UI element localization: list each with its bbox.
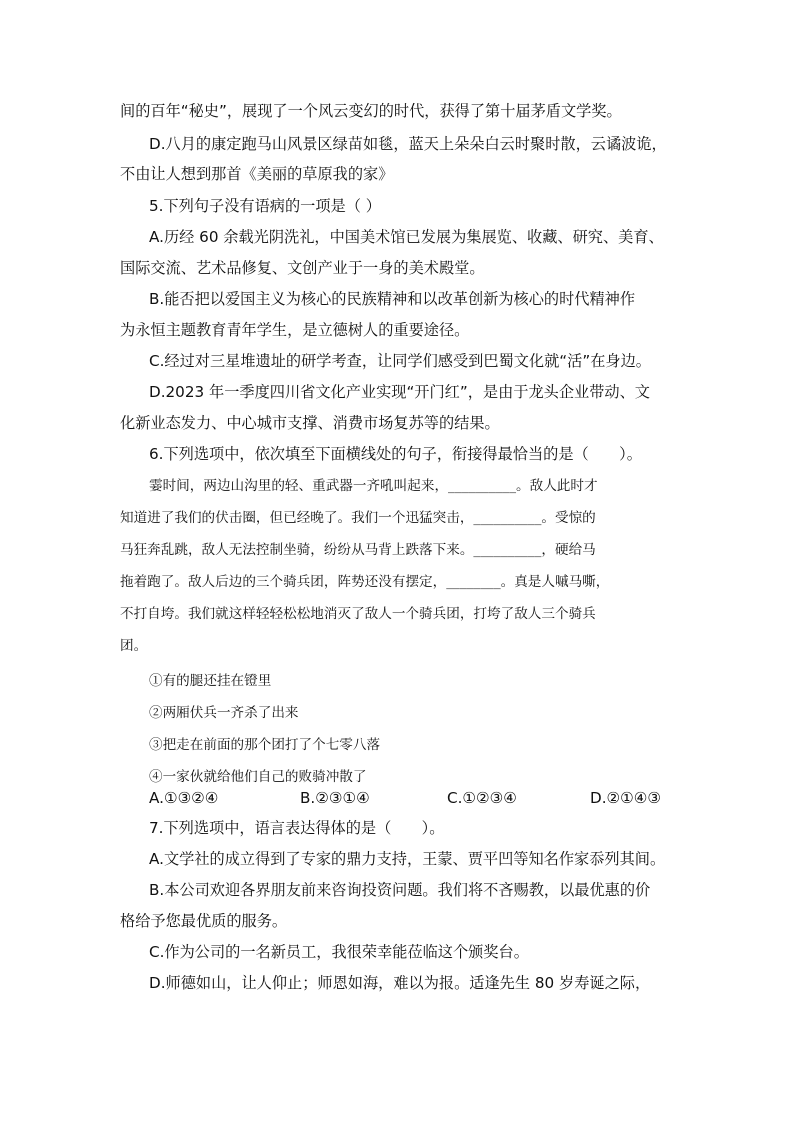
text-line: 国际交流、艺术品修复、文创产业于一身的美术殿堂。 <box>120 259 485 277</box>
question-7-stem: 7.下列选项中，语言表达得体的是（ ）。 <box>149 819 445 837</box>
text-line: 不由让人想到那首《美丽的草原我的家》 <box>120 165 394 183</box>
sentence-item: ①有的腿还挂在镫里 <box>149 673 272 689</box>
option-d-line: D.八月的康定跑马山风景区绿苗如毯，蓝天上朵朵白云时聚时散，云谲波诡， <box>149 135 667 153</box>
text-line: 为永恒主题教育青年学生，是立德树人的重要途径。 <box>120 321 470 339</box>
question-7-option-c: C.作为公司的一名新员工，我很荣幸能莅临这个颁奖台。 <box>149 943 529 961</box>
question-5-option-c: C.经过对三星堆遗址的研学考查，让同学们感受到巴蜀文化就“活”在身边。 <box>149 352 651 370</box>
question-6-stem: 6.下列选项中，依次填至下面横线处的句子，衔接得最恰当的是（ ）。 <box>149 445 642 463</box>
passage-line: 拖着跑了。敌人后边的三个骑兵团，阵势还没有摆定，________。真是人嘁马嘶， <box>120 574 610 590</box>
choice-c: C.①②③④ <box>447 789 517 807</box>
question-7-option-a: A.文学社的成立得到了专家的鼎力支持，王蒙、贾平凹等知名作家忝列其间。 <box>149 850 666 868</box>
question-5-stem: 5.下列句子没有语病的一项是（ ） <box>149 197 381 215</box>
question-5-option-b: B.能否把以爱国主义为核心的民族精神和以改革创新为核心的时代精神作 <box>149 290 636 308</box>
passage-line: 马狂奔乱跳，敌人无法控制坐骑，纷纷从马背上跌落下来。__________，硬给马 <box>120 542 596 558</box>
sentence-item: ④一家伙就给他们自己的败骑冲散了 <box>149 769 367 785</box>
sentence-item: ③把走在前面的那个团打了个七零八落 <box>149 737 381 753</box>
choice-d: D.②①④③ <box>590 789 661 807</box>
question-7-option-b: B.本公司欢迎各界朋友前来咨询投资问题。我们将不吝赐教，以最优惠的价 <box>149 881 651 899</box>
question-5-option-d: D.2023 年一季度四川省文化产业实现“开门红”，是由于龙头企业带动、文 <box>149 383 650 401</box>
question-7-option-d: D.师德如山，让人仰止；师恩如海，难以为报。适逢先生 80 岁寿诞之际， <box>149 974 651 992</box>
passage-line: 不打自垮。我们就这样轻轻松松地消灭了敌人一个骑兵团，打垮了敌人三个骑兵 <box>120 606 596 622</box>
passage-line: 霎时间，两边山沟里的轻、重武器一齐吼叫起来，__________。敌人此时才 <box>149 478 598 494</box>
choice-row <box>0 788 794 808</box>
text-line: 格给予您最优质的服务。 <box>120 912 288 930</box>
passage-line: 知道进了我们的伏击圈，但已经晚了。我们一个迅猛突击，__________。受惊的 <box>120 510 596 526</box>
text-line: 间的百年“秘史”，展现了一个风云变幻的时代，获得了第十届茅盾文学奖。 <box>120 102 622 120</box>
sentence-item: ②两厢伏兵一齐杀了出来 <box>149 705 299 721</box>
choice-a: A.①③②④ <box>149 789 219 807</box>
passage-line: 团。 <box>120 638 148 654</box>
choice-b: B.②③①④ <box>300 789 370 807</box>
text-line: 化新业态发力、中心城市支撑、消费市场复苏等的结果。 <box>120 414 500 432</box>
question-5-option-a: A.历经 60 余载光阴洗礼，中国美术馆已发展为集展览、收藏、研究、美育、 <box>149 228 664 246</box>
